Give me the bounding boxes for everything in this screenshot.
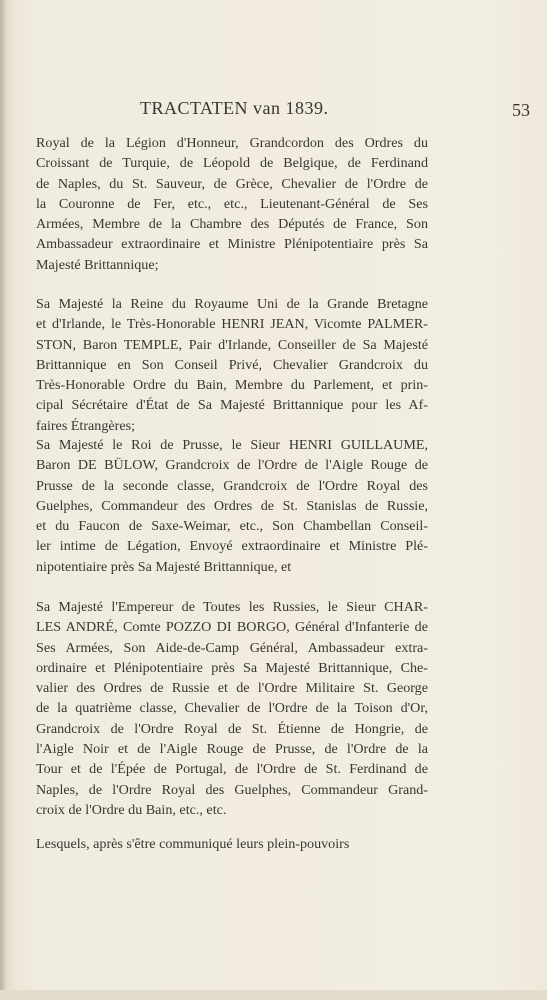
page-gutter-edge	[0, 0, 6, 1000]
text-line: Armées, Membre de la Chambre des Députés de France, Son	[36, 216, 428, 233]
text-line: Tour et de l'Épée de Portugal, de l'Ordre de St. Ferdinand de	[36, 761, 428, 778]
running-title: TRACTATEN van 1839.	[140, 98, 329, 118]
paragraph-3	[36, 435, 428, 577]
text-line: Brittannique en Son Conseil Privé, Chevalier Grandcroix du	[36, 356, 428, 373]
text-line: Sa Majesté l'Empereur de Toutes les Russies, le Sieur CHAR-	[36, 599, 428, 615]
page-bottom-edge	[0, 990, 547, 1000]
text-line: et du Faucon de Saxe-Weimar, etc., Son Chambellan Conseil-	[36, 518, 428, 535]
page-number: 53	[512, 100, 530, 120]
text-line: cipal Sécrétaire d'État de Sa Majesté Brittannique pour les Af-	[36, 397, 428, 414]
text-line: Grandcroix de l'Ordre Royal de St. Étienne de Hongrie, de	[36, 720, 428, 737]
text-line: Ambassadeur extraordinaire et Ministre Plénipotentiaire près Sa	[36, 236, 428, 253]
paragraph-1	[36, 133, 428, 275]
text-line: nipotentiaire près Sa Majesté Brittannique, et	[36, 558, 292, 575]
text-line: de Naples, du St. Sauveur, de Grèce, Chevalier de l'Ordre de	[36, 175, 428, 192]
text-line: Sa Majesté le Roi de Prusse, le Sieur HENRI GUILLAUME,	[36, 437, 428, 453]
text-line: STON, Baron TEMPLE, Pair d'Irlande, Conseiller de Sa Majesté	[36, 336, 428, 353]
text-line: LES ANDRÉ, Comte POZZO DI BORGO, Général d'Infanterie de	[36, 619, 428, 636]
text-line: l'Aigle Noir et de l'Aigle Rouge de Prusse, de l'Ordre de la	[36, 741, 428, 758]
text-line: valier des Ordres de Russie et de l'Ordre Militaire St. George	[36, 680, 428, 697]
text-line: Sa Majesté la Reine du Royaume Uni de la Grande Bretagne	[36, 296, 428, 312]
text-line: Ses Armées, Son Aide-de-Camp Général, Ambassadeur extra-	[36, 639, 428, 656]
text-line: Très-Honorable Ordre du Bain, Membre du Parlement, et prin-	[36, 377, 428, 394]
paragraph-4	[36, 597, 428, 820]
text-line: Naples, de l'Ordre Royal des Guelphes, Commandeur Grand-	[36, 781, 428, 798]
text-line: Baron DE BÜLOW, Grandcroix de l'Ordre de l'Aigle Rouge de	[36, 457, 428, 474]
text-line: ler intime de Légation, Envoyé extraordinaire et Ministre Plé-	[36, 538, 428, 555]
text-line: la Couronne de Fer, etc., etc., Lieutenant-Général de Ses	[36, 195, 428, 212]
text-line: faires Étrangères;	[36, 417, 135, 434]
text-line: Royal de la Légion d'Honneur, Grandcordon des Ordres du	[36, 135, 428, 151]
text-line: Guelphes, Commandeur des Ordres de St. Stanislas de Russie,	[36, 497, 428, 514]
text-line: croix de l'Ordre du Bain, etc., etc.	[36, 801, 227, 818]
text-line: de la quatrième classe, Chevalier de l'Ordre de la Toison d'Or,	[36, 700, 428, 717]
text-line: Prusse de la seconde classe, Grandcroix de l'Ordre Royal des	[36, 477, 428, 494]
paragraph-5	[36, 834, 428, 854]
text-line: Majesté Brittannique;	[36, 256, 159, 273]
text-line: et d'Irlande, le Très-Honorable HENRI JEAN, Vicomte PALMER-	[36, 316, 428, 333]
text-line: Lesquels, après s'être communiqué leurs plein-pouvoirs	[36, 836, 350, 852]
text-line: ordinaire et Plénipotentiaire près Sa Majesté Brittannique, Che-	[36, 659, 428, 676]
paragraph-2	[36, 294, 428, 436]
text-line: Croissant de Turquie, de Léopold de Belgique, de Ferdinand	[36, 155, 428, 172]
